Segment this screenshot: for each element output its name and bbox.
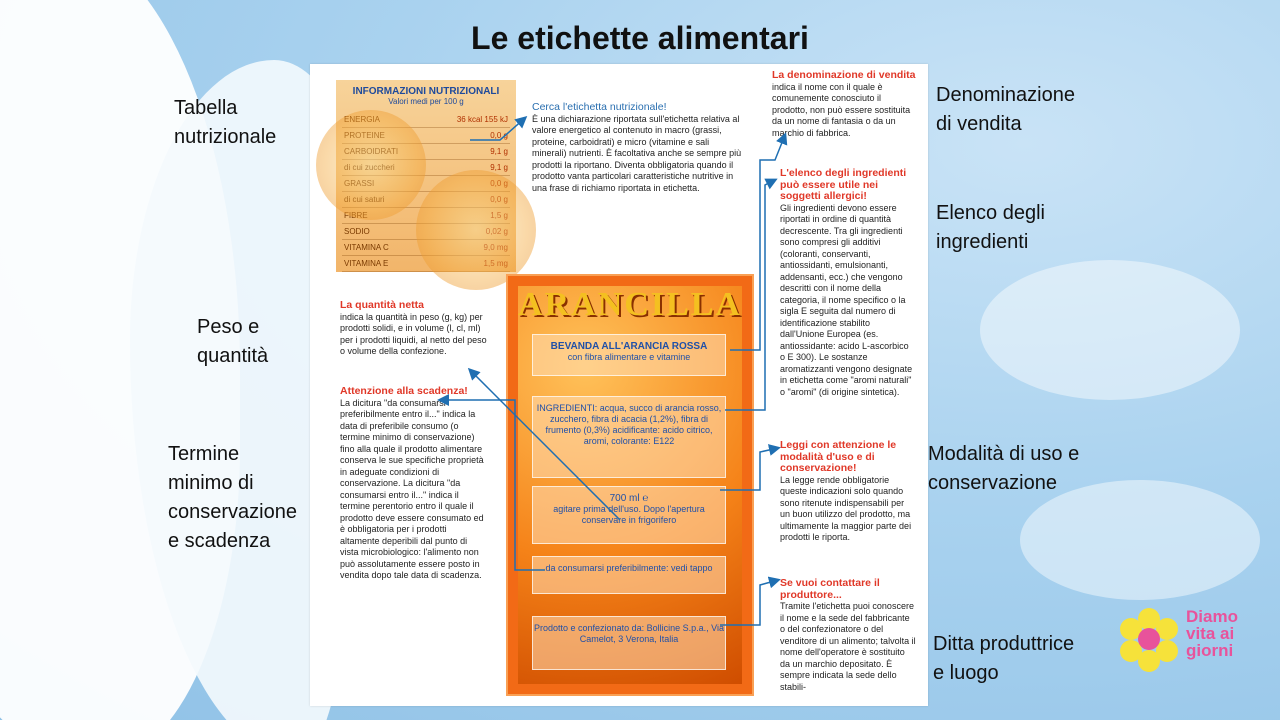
text-quantita-netta: [340, 300, 488, 358]
nutrient-value: 9,0 mg: [428, 240, 510, 256]
producer-box: [532, 616, 726, 670]
label-elenco-ingredienti: Elenco degli ingredienti: [936, 202, 1045, 253]
body: Gli ingredienti devono essere riportati in ordine di quantità decrescente. Tra gli ingredienti sono compresi gli additivi (coloranti, conservanti, antiossidanti, emulsionanti, addensanti, ecc.) che vengono descritti con il nome della categoria, il nome specifico o la sigla E seguita dal numero di identificazione stabilito dall'Unione Europea (es. antiossidante: acido L-ascorbico o E 300). Le sostanze aromatizzanti vengono designate in etichetta come "aromi naturali" o "aromi" (di origine sintetica).: [780, 202, 913, 397]
body: indica il nome con il quale è comunemente conosciuto il prodotto, non può essere sostituita da un nome di fantasia o da un marchio di fabbrica.: [772, 81, 911, 138]
flower-center: [1138, 628, 1160, 650]
brand-name: ARANCILLA: [518, 286, 742, 323]
text-etichetta-nutrizionale: [532, 102, 742, 194]
label-peso-quantita: Peso e quantità: [197, 316, 269, 367]
body: La dicitura "da consumarsi preferibilmente entro il..." indica la data di preferibile consumo (o termine minimo di conservazione) fino alla quale il prodotto alimentare conserva le sue specifiche proprietà in adeguate condizioni di conservazione. La dicitura "da consumarsi entro il..." indica il termine perentorio entro il quale il prodotto deve essere consumato ed è obbligatoria per i prodotti altamente deperibili dal punto di vista microbiologico: l'alimento non può assolutamente essere posto in vendita dopo tale data di scadenza.: [340, 397, 484, 580]
nutrient-name: di cui zuccheri: [342, 160, 428, 176]
nutrient-name: CARBOIDRATI: [342, 144, 428, 160]
nutrient-name: di cui saturi: [342, 192, 428, 208]
label-termine-scadenza: Termine minimo di conservazione e scadenza: [168, 443, 297, 552]
text-produttore: [780, 578, 916, 693]
label-tabella-nutrizionale: Tabella nutrizionale: [174, 97, 277, 148]
heading: La quantità netta: [340, 299, 425, 311]
product-desc: con fibra alimentare e vitamine: [567, 352, 691, 362]
text-modalita-uso: [780, 440, 916, 544]
nutrient-value: 0,02 g: [428, 224, 510, 240]
nutrient-name: PROTEINE: [342, 128, 428, 144]
label-document-image: [310, 64, 928, 706]
logo-text: Diamo vita ai giorni: [1186, 607, 1238, 660]
producer-text: Prodotto e confezionato da: Bollicine S.p.a., Via Camelot, 3 Verona, Italia: [534, 623, 724, 644]
bottle-label-image: [506, 274, 754, 696]
body: È una dichiarazione riportata sull'etichetta relativa al valore energetico al contenuto in macro (grassi, proteine, carboidrati) e micro (vitamine e sali minerali) nutrienti. È facoltativa anche se sempre più prodotti la riportano. Diventa obbligatoria quando il prodotto vanta particolari caratteristiche nutritive in una frase di richiamo riportata in etichetta.: [532, 113, 742, 193]
slide-title: Le etichette alimentari: [471, 20, 809, 56]
heading: Attenzione alla scadenza!: [340, 385, 468, 397]
nutrient-name: GRASSI: [342, 176, 428, 192]
label-denominazione: Denominazione di vendita: [936, 84, 1075, 135]
nutrient-value: 0,0 g: [428, 176, 510, 192]
body: indica la quantità in peso (g, kg) per prodotti solidi, e in volume (l, cl, ml) per i prodotti liquidi, al netto del peso o volume della confezione.: [340, 311, 487, 356]
expiry-box: [532, 556, 726, 594]
nutrient-name: VITAMINA E: [342, 256, 428, 272]
volume-text: 700 ml ℮: [609, 493, 649, 504]
nutrition-subtitle: Valori medi per 100 g: [388, 97, 464, 106]
text-denominazione: [772, 70, 916, 139]
text-elenco-ingredienti: [780, 168, 916, 398]
nutrition-title: INFORMAZIONI NUTRIZIONALI: [352, 86, 500, 97]
nutrient-value: 0,0 g: [428, 192, 510, 208]
text-scadenza: [340, 386, 488, 582]
nutrient-name: VITAMINA C: [342, 240, 428, 256]
nutrient-value: 1,5 g: [428, 208, 510, 224]
ingredients-text: INGREDIENTI: acqua, succo di arancia rosso, zucchero, fibra di acacia (1,2%), fibra di frumento (0,3%) acidificante: acido citrico, aromi, colorante: E122: [536, 403, 722, 446]
nutrient-value: 1,5 mg: [428, 256, 510, 272]
nutrient-name: ENERGIA: [342, 112, 428, 128]
nutrient-value: 36 kcal 155 kJ: [428, 112, 510, 128]
expiry-text: da consumarsi preferibilmente: vedi tappo: [545, 563, 713, 573]
nutrient-name: SODIO: [342, 224, 428, 240]
heading: Se vuoi contattare il produttore...: [780, 577, 880, 601]
brand-logo: [1116, 608, 1246, 672]
product-name-box: [532, 334, 726, 376]
nutrient-value: 9,1 g: [428, 144, 510, 160]
background-cloud: [1020, 480, 1260, 600]
heading: Cerca l'etichetta nutrizionale!: [532, 101, 667, 113]
orange-slice-decoration: [316, 110, 426, 220]
nutrient-value: 9,1 g: [428, 160, 510, 176]
heading: L'elenco degli ingredienti può essere utile nei soggetti allergici!: [780, 167, 907, 202]
orange-slice-decoration: [416, 170, 536, 290]
background-cloud: [980, 260, 1240, 400]
label-ditta-produttrice: Ditta produttrice e luogo: [933, 633, 1075, 684]
nutrition-table: [336, 80, 516, 272]
usage-text: agitare prima dell'uso. Dopo l'apertura conservare in frigorifero: [553, 504, 705, 525]
label-modalita-uso: Modalità di uso e conservazione: [928, 443, 1080, 494]
body: Tramite l'etichetta puoi conoscere il nome e la sede del fabbricante o del confezionatore o del venditore di un alimento; talvolta il nome dell'operatore è sostituito da un marchio depositato. È sempre indicata la sede dello stabili-: [780, 601, 916, 692]
product-name: BEVANDA ALL'ARANCIA ROSSA: [550, 341, 708, 352]
heading: Leggi con attenzione le modalità d'uso e di conservazione!: [780, 439, 897, 474]
nutrient-value: 0,0 g: [428, 128, 510, 144]
volume-box: [532, 486, 726, 544]
ingredients-box: [532, 396, 726, 478]
heading: La denominazione di vendita: [772, 69, 916, 81]
body: La legge rende obbligatorie queste indicazioni solo quando sono ritenute indispensabili per un buon utilizzo del prodotto, ma ultimamente la maggior parte dei prodotti le riporta.: [780, 474, 912, 542]
nutrient-name: FIBRE: [342, 208, 428, 224]
